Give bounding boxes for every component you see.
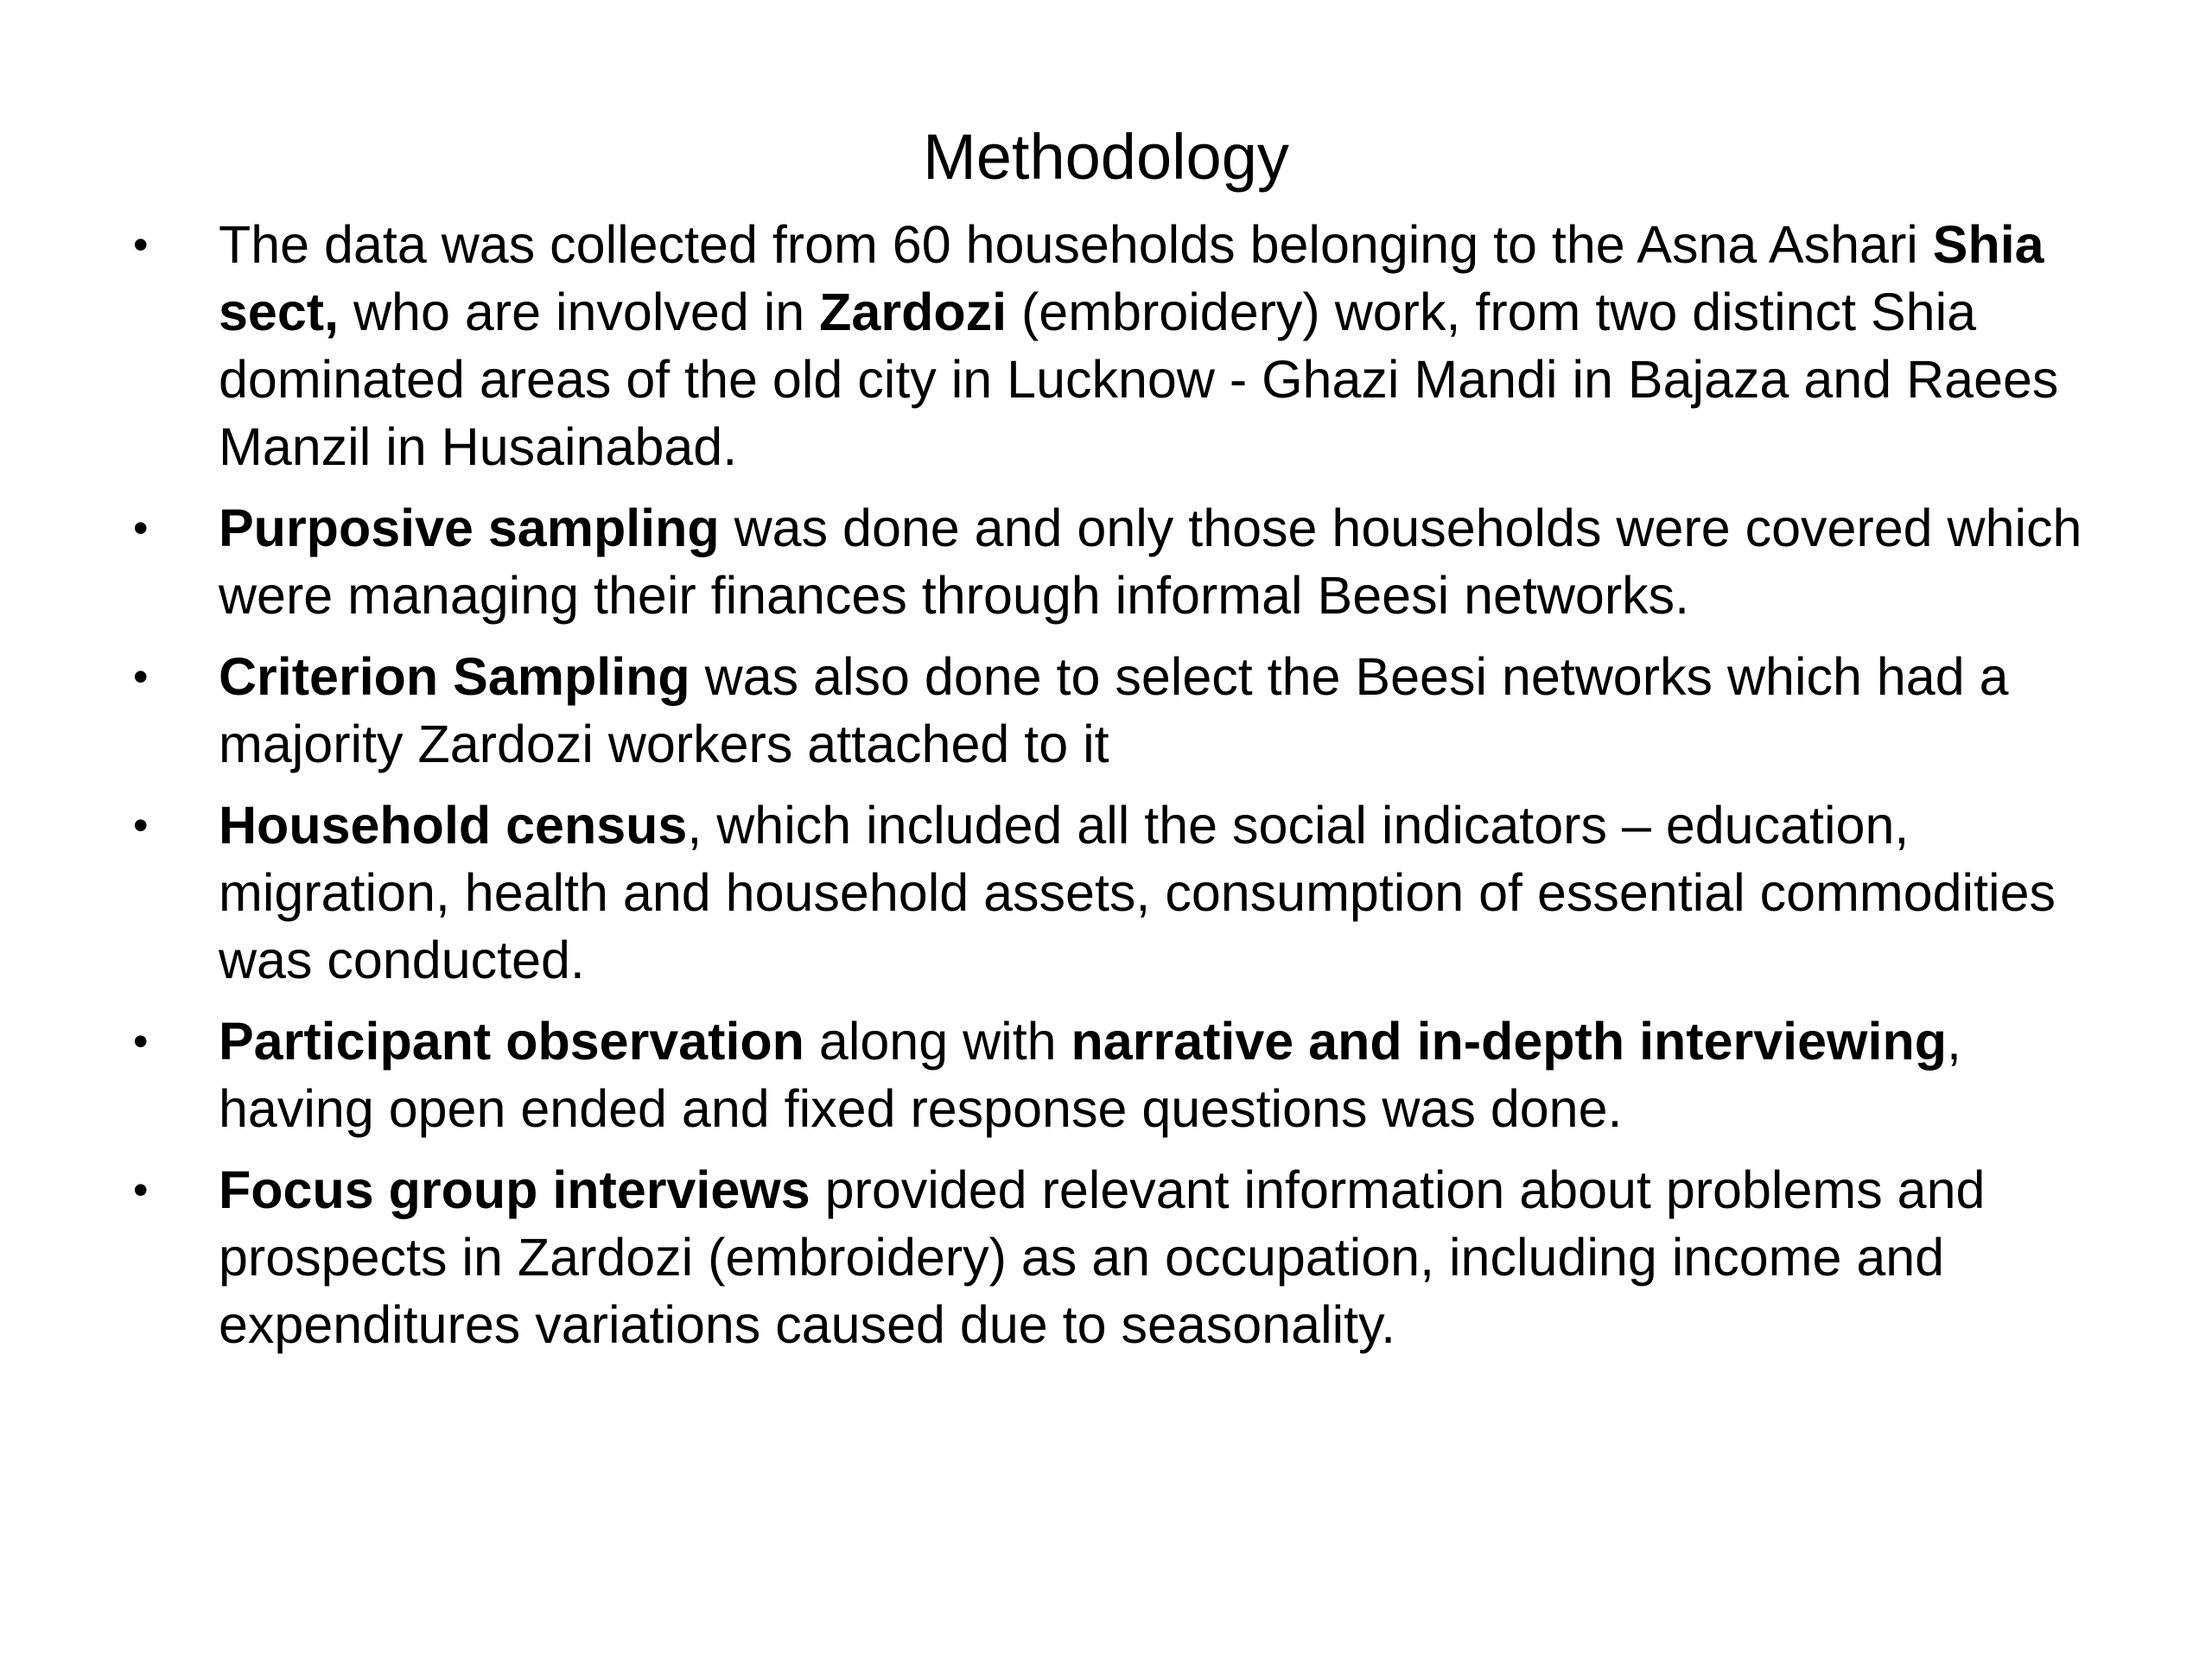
bullet-text-segment: who are involved in xyxy=(339,283,820,341)
bullet-text-segment: along with xyxy=(804,1012,1071,1071)
bullet-item xyxy=(128,643,2098,778)
bullet-text-segment: The data was collected from 60 households belonging to the Asna Ashari xyxy=(219,215,1933,274)
bullet-bold-term: Household census xyxy=(219,796,688,855)
bullet-bold-term: Focus group interviews xyxy=(219,1160,810,1219)
bullet-item xyxy=(128,791,2098,994)
bullet-text xyxy=(219,791,2098,994)
bullet-dot-icon: • xyxy=(133,1017,149,1065)
bullet-dot-icon: • xyxy=(133,1166,149,1214)
bullet-text-segment: , which included all the social indicators – education, migration, health and household assets, consumption of essential commodities was conducted. xyxy=(219,796,2056,989)
bullet-bold-term: Shia sect, xyxy=(219,215,2044,341)
bullet-item xyxy=(128,211,2098,480)
bullet-text xyxy=(219,643,2098,778)
bullet-item xyxy=(128,494,2098,629)
bullet-text xyxy=(219,211,2098,480)
bullet-item xyxy=(128,1007,2098,1142)
bullet-item xyxy=(128,1156,2098,1358)
bullet-dot-icon: • xyxy=(133,504,149,552)
bullet-bold-term: Zardozi xyxy=(819,283,1007,341)
bullet-dot-icon: • xyxy=(133,220,149,269)
bullet-text-segment: provided relevant information about problems and prospects in Zardozi (embroidery) as an occupation, including income and expenditures variations caused due to seasonality. xyxy=(219,1160,1986,1354)
bullet-bold-term: Participant observation xyxy=(219,1012,804,1071)
bullet-bold-term: Purposive sampling xyxy=(219,499,720,557)
bullet-dot-icon: • xyxy=(133,801,149,849)
bullet-text-segment: (embroidery) work, from two distinct Shia dominated areas of the old city in Lucknow - Ghazi Mandi in Bajaza and Raees Manzil in Husainabad. xyxy=(219,283,2059,476)
bullet-text-segment: was done and only those households were covered which were managing their finances through informal Beesi networks. xyxy=(219,499,2082,625)
bullet-text xyxy=(219,1007,2098,1142)
bullet-text xyxy=(219,1156,2098,1358)
slide-title: Methodology xyxy=(923,121,1289,193)
bullet-bold-term: narrative and in-depth interviewing xyxy=(1071,1012,1947,1071)
bullet-list xyxy=(128,211,2098,1372)
bullet-text-segment: was also done to select the Beesi networks which had a majority Zardozi workers attached to it xyxy=(219,647,2009,773)
bullet-dot-icon: • xyxy=(133,652,149,701)
bullet-text-segment: , having open ended and fixed response questions was done. xyxy=(219,1012,1961,1138)
bullet-text xyxy=(219,494,2098,629)
bullet-bold-term: Criterion Sampling xyxy=(219,647,690,706)
